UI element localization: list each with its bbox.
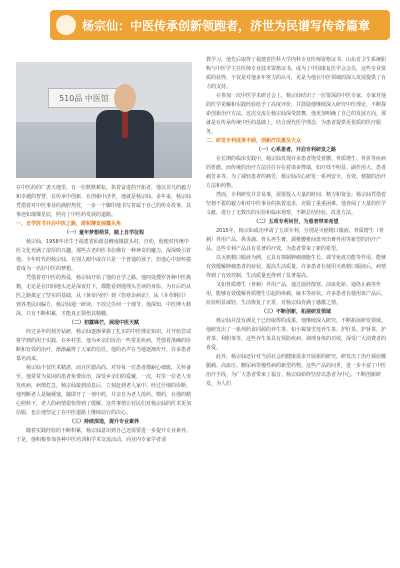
body-paragraph: 杨宗仙不仅医术精湛，而且医德高尚。对待每一位患者都耐心细致，关怀备至。他常常为贫困的患者免费诊治，深受乡亲们的爱戴。一次，村里一位老人突发疾病，病情危急，杨宗仙接到消息后，立刻赶到老人家中。经过仔细的诊断，他判断老人是脑梗塞，随即开了一剂中药，并亲自为老人煎药、喂药，在他的精心照料下，老人的病情很快得到了缓解。这件事情让村民们对杨宗仙的医术更加信服，也让他坚定了在中医道路上继续前行的决心。 <box>16 365 192 416</box>
body-paragraph: 杨宗仙并没有满足于已经取得的成果，他继续深入研究，不断拓展研发领域。他研发出了一系列药食同源的养生茶、如小蜀葵雪莲养生茶、护肝茶、护肾茶、护胃茶、利胆茶等，这些养生茶具有预防疾病、调理身体的功效，深受广大消费者的喜爱。 <box>206 318 386 351</box>
subsection-heading: （一）心系患者，开启专利研发之路 <box>255 147 336 153</box>
body-paragraph: 在参加一次中医学术研讨会上，杨宗仙结识了一位资深的中医专家，专家对他的医学见解和实践经验给予了高度评价，并鼓励他继续深入研究中医理论，不断探索创新治疗方法。这次交流让杨宗仙深受鼓舞，他更加明确了自己的发展方向，那就是在传承传统中医的基础上，结合现代医学理念，为患者提供更优质的医疗服务。 <box>206 93 386 135</box>
right-column <box>206 56 386 558</box>
body-paragraph: 凭借着对中医的热爱，杨宗仙开始了他的自学之路。他四处搜罗各种中医典籍，无论是在田间地头还是深夜灯下，都能看到他埋头苦读的身影。为日后的从医之路奠定了坚实的基础，从《黄帝内经》到《伤寒杂病论》，从《本草纲目》到各类民间偏方，杨宗仙通一研读，不放过任何一个细节。他深知，中医博大精深，只有不断积累，才能真正领悟其精髓。 <box>16 275 192 317</box>
subsection-heading: （三）持续深造，提升专业素养 <box>68 419 139 425</box>
subsection-heading: （一）童年梦想萌芽，踏上自学征程 <box>63 230 144 236</box>
body-paragraph: 以灭癌精口服液为例，它具有抑制肿瘤细胞生长、调节免疫功能等作用，能够有效缓解肿瘤患者的症状，提高生活质量。许多患者在使用灭癌精口服液后，病情得到了有效控制，生活质量也得到了显著提高。 <box>206 255 386 279</box>
left-column <box>16 184 192 558</box>
badge-icon <box>56 15 76 35</box>
section-heading: 二、研发专利成果丰硕，创新疗法惠及大众 <box>206 138 302 144</box>
subsection-heading: （二）初露锋芒，展现中医天赋 <box>68 320 139 326</box>
body-paragraph: 经过多年的刻苦钻研，杨宗仙逐渐掌握了扎实的中医理论知识，并开始尝试将学到的用于实践。在乡村里，他为乡亲们诊治一些常见疾病，凭借着准确的诊断和有效的治疗，渐渐赢得了大家的信任。他的名声在当地逐渐传开，许多患者慕名而来。 <box>16 329 192 362</box>
subsection-heading: （三）不断创新，拓展研发领域 <box>260 309 331 315</box>
body-paragraph: 在长期的临床实践中，杨宗仙发现许多患者饱受着腰、骨质增生、骨折等疾病的折磨。而传统的治疗方法往往存在着诸多弊端，如疗效不明显、副作用大、患者痛苦多等。为了减轻患者的痛苦，杨宗仙决心研发一系列安全、有效、便捷的治疗方法和药物。 <box>206 156 386 189</box>
body-paragraph: 2015年，杨宗仙成功申请了五项专利，分别是灭癌精口服液、骨质增生（骨刺）外用产品、鼻炎滴、骨头再生膏、颈椎腰椎间盘突出膏外用等新型的治疗产品。这些专利产品具有显著的疗效，为患者带来了新的希望。 <box>206 228 384 252</box>
body-paragraph: 此外，杨宗仙还针对当前社会的健康需求开展新的研究，研发出了治疗颈肩腰腿痛、高血压、糖尿病等慢性病的新型药物。这些产品的问世，进一步丰富了中医治疗手段，为广大患者带来了福音。杨宗仙始终坚持以患者为中心，不断创新研发，为人们 <box>206 354 386 387</box>
person-head <box>114 84 136 112</box>
body-paragraph: 然而，专利研发并非易事，需要投入大量的时间、精力和资金。杨宗仙凭借着坚韧不拔的毅力和对中医事业的执着追求，克服了重重困难。他查阅了大量的医学文献，进行了无数次的实验和临床观察，不断总结经验，改进方法。 <box>206 192 386 216</box>
article-title: 杨宗仙：中医传承创新领跑者，济世为民谱写传奇篇章 <box>82 18 371 33</box>
body-paragraph: 又如骨质增生（骨刺）外用产品，通过温经散寒、活血化瘀、通络止痛等作用，能够有效缓解骨质增生引起的疼痛、麻木等症状。许多患者在使用该产品后，症状明显减轻，生活恢复了正常，对杨宗仙充满了感激之情。 <box>206 282 386 306</box>
clinic-sign: 510品 中医馆 <box>48 88 120 108</box>
person-tie <box>122 112 128 138</box>
body-paragraph: 杨宗仙，1958年出生于福建省仙游县鲤南镇拔头村。自幼，他便对传统中医文化充满了浓厚的兴趣。那些古老的医书仿佛有一种神奇的魔力，深深吸引着他。少年时代的杨宗仙，在别人眼中或许只是一个普通的孩子，但他心中却怀揣着成为一名好中医的梦想。 <box>16 239 192 272</box>
section-heading: 一、自学医书开启中医之路，厚积薄发展露头角 <box>16 221 122 227</box>
body-paragraph: 随着实践经验的不断积累，杨宗仙意识到自己还需要进一步提升专业素养。于是，他积极参加各种中医培训和学术交流活动，向业内专家学者请 <box>16 428 192 443</box>
intro-paragraph: 在中医药的广袤天地里，有一位默默耕耘，执着奋进的开拓者，他以非凡的毅力和卓越的智慧，在传承中创新，在创新中济世，他就是杨宗仙。多年来，杨宗仙凭借着对中医事业的满腔热忱，一步一个脚印地书写着属于自己的传奇故事，其事迹如璀璨星辰，照亮了中医药发展的道路。 <box>16 185 192 218</box>
header-banner <box>50 10 390 40</box>
subsection-heading: （二）五项专利问世，为患者带来希望 <box>253 219 339 225</box>
portrait-photo <box>16 62 192 178</box>
body-paragraph: 教学习。他先后取得了福建省医科大学内科专业医师资格证书、山东省卫生系统职称与中医学主任医师专业技术资格证书，成为了中国康复医学会会员，这些专业资质的获得，不仅是对他多年努力的认可，更是为他在中医领域的深入发展提供了有力的支持。 <box>206 57 386 90</box>
